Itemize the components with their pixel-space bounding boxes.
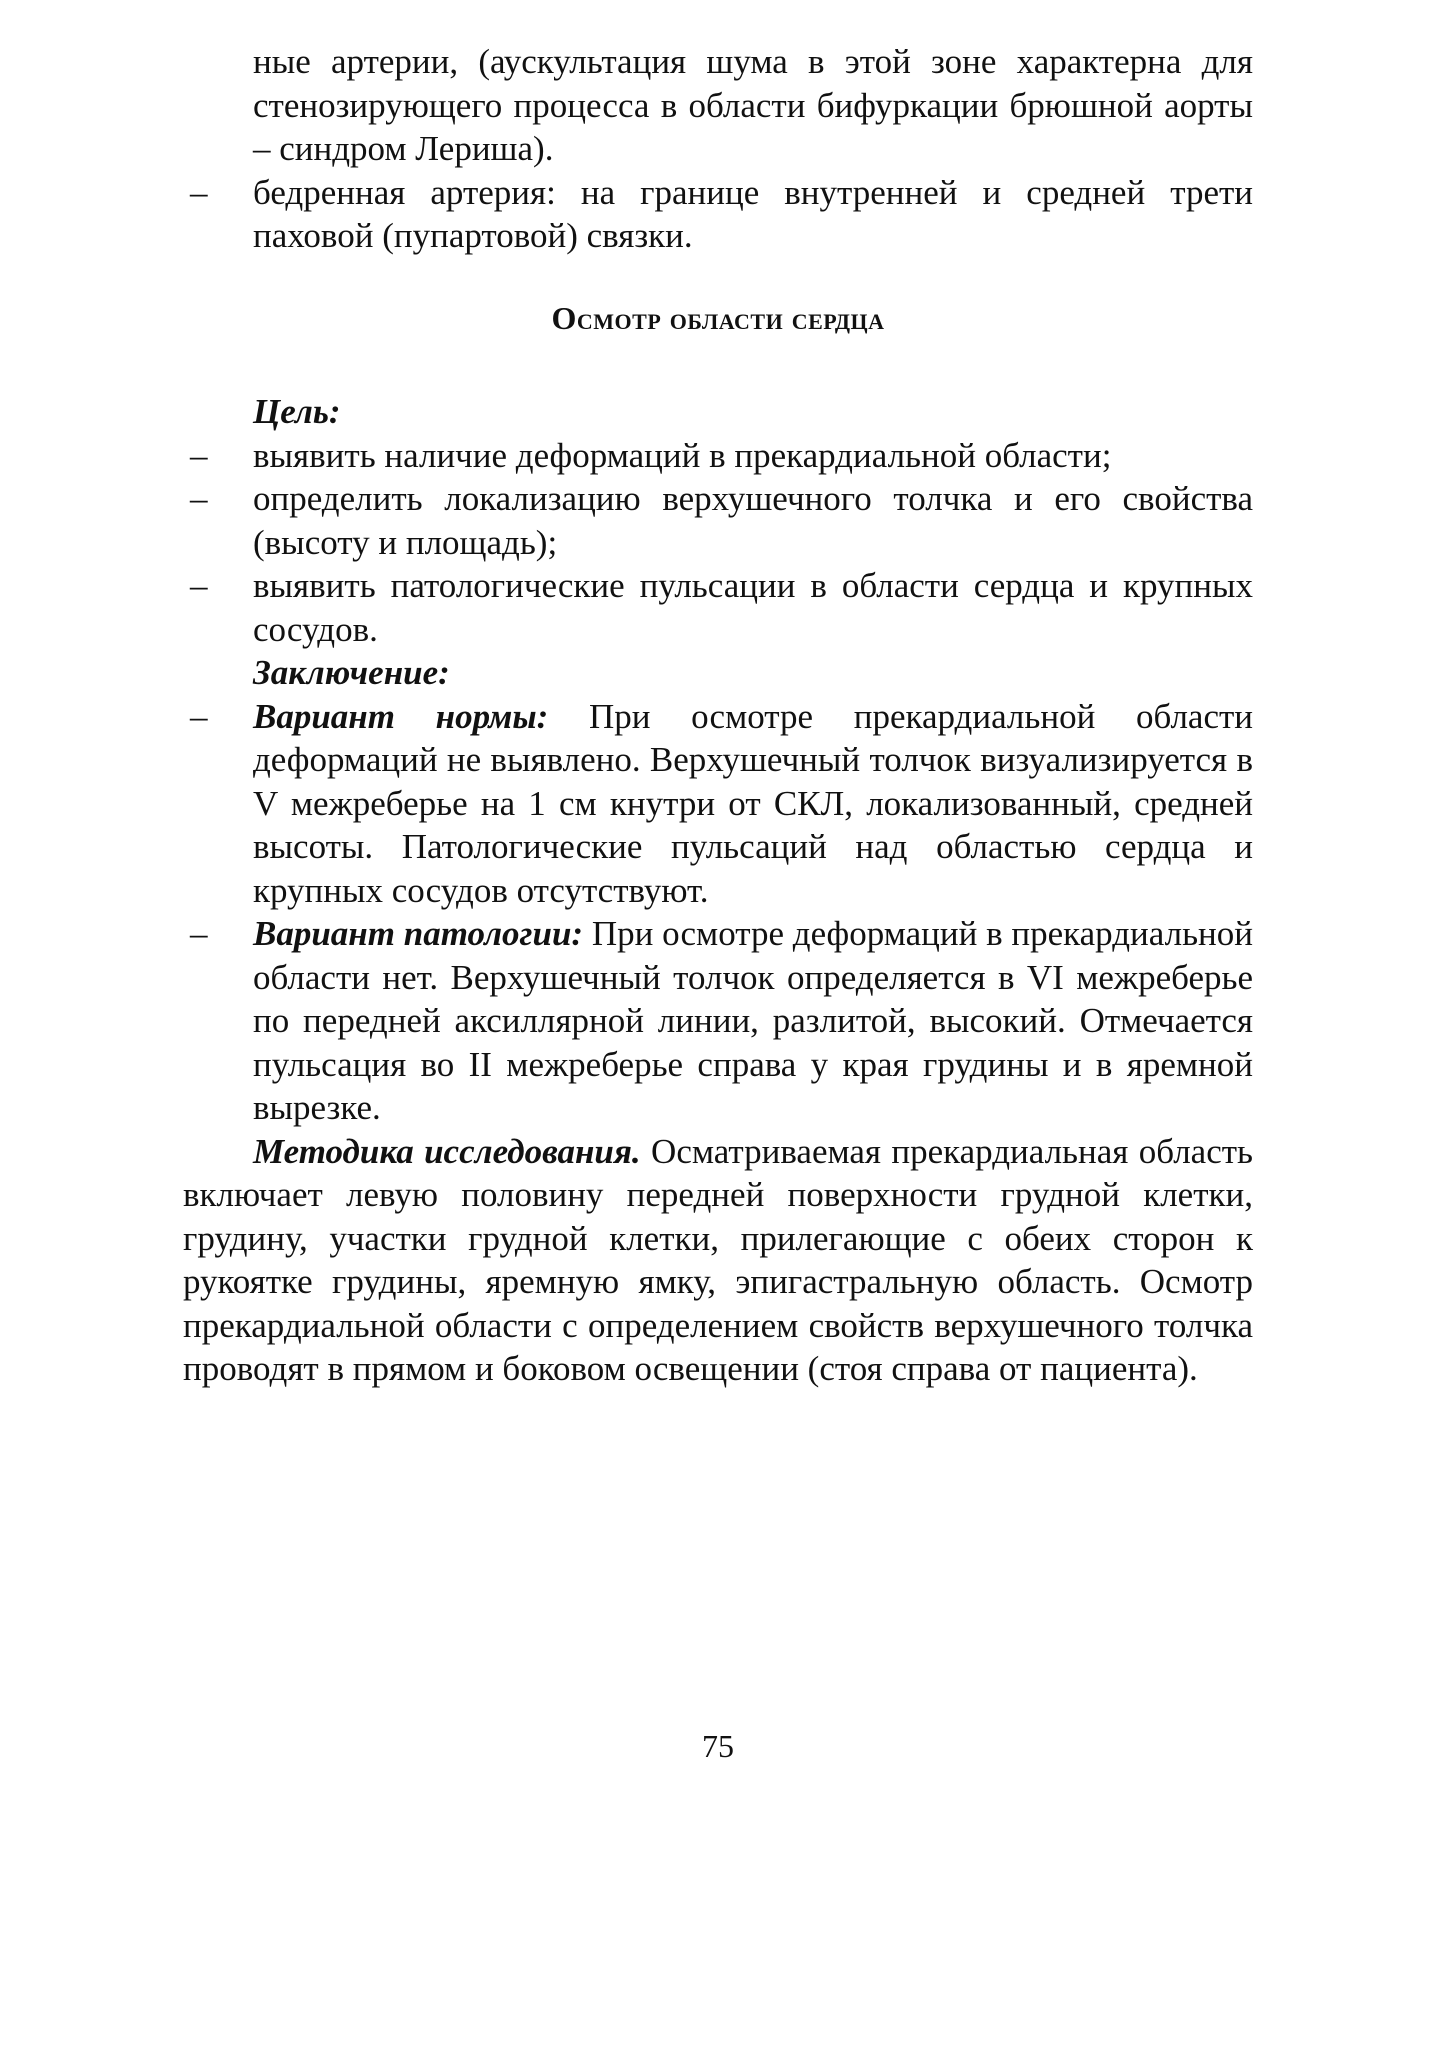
- norm-variant-item: [183, 695, 1253, 913]
- section-heading-text: Осмотр области сердца: [551, 300, 885, 336]
- norm-variant-text: При осмотре прекардиальной области деформаций не выявлено. Верхушечный толчок визуализируется в V межреберье на 1 см кнутри от СКЛ, локализованный, средней высоты. Патологические пульсаций над областью сердца и крупных сосудов отсутствуют.: [253, 696, 1254, 910]
- goal-item: [183, 477, 1253, 564]
- list-dash: –: [190, 566, 208, 605]
- list-item-text: бедренная артерия: на границе внутренней и средней трети паховой (пупартовой) связки.: [253, 172, 1253, 255]
- pathology-variant-label: Вариант патологии:: [253, 914, 584, 953]
- page-number: 75: [702, 1728, 734, 1764]
- method-text: Осматриваемая прекардиальная область включает левую половину передней поверхности грудной клетки, грудину, участки грудной клетки, прилегающие с обеих сторон к рукоятке грудины, яремную ямку, эпигастральную область. Осмотр прекардиальной области с определением свойств верхушечного толчка проводят в прямом и боковом освещении (стоя справа от пациента).: [183, 1131, 1253, 1388]
- conclusion-label: Заключение:: [253, 653, 450, 692]
- method-label: Методика исследования.: [253, 1131, 641, 1171]
- section-body: [183, 390, 1253, 1391]
- list-dash: –: [190, 172, 208, 212]
- list-item-femoral-artery: [183, 171, 1253, 258]
- goal-item-text: выявить наличие деформаций в прекардиальной области;: [253, 435, 1112, 475]
- list-dash: –: [190, 696, 208, 736]
- norm-variant-label: Вариант нормы:: [253, 696, 549, 736]
- method-paragraph: [183, 1130, 1253, 1391]
- goal-item: [183, 434, 1253, 478]
- list-dash: –: [190, 435, 208, 475]
- list-dash: –: [190, 479, 208, 518]
- goal-item-text: выявить патологические пульсации в области сердца и крупных сосудов.: [253, 566, 1253, 649]
- list-dash: –: [190, 914, 208, 953]
- goal-item-text: определить локализацию верхушечного толчка и его свойства (высоту и площадь);: [253, 479, 1253, 562]
- continued-list-item-text: ные артерии, (аускультация шума в этой зоне характерна для стенозирующего процесса в области бифуркации брюшной аорты – синдром Лериша).: [253, 42, 1253, 168]
- goal-label: Цель:: [253, 392, 341, 431]
- goal-item: [183, 564, 1253, 651]
- section-heading: [183, 300, 1253, 337]
- pathology-variant-item: [183, 912, 1253, 1130]
- top-block: [183, 40, 1253, 258]
- pathology-variant-text: При осмотре деформаций в прекардиальной области нет. Верхушечный толчок определяется в VI межреберье по передней аксиллярной линии, разлитой, высокий. Отмечается пульсация во II межреберье справа у края грудины и в яремной вырезке.: [253, 914, 1253, 1127]
